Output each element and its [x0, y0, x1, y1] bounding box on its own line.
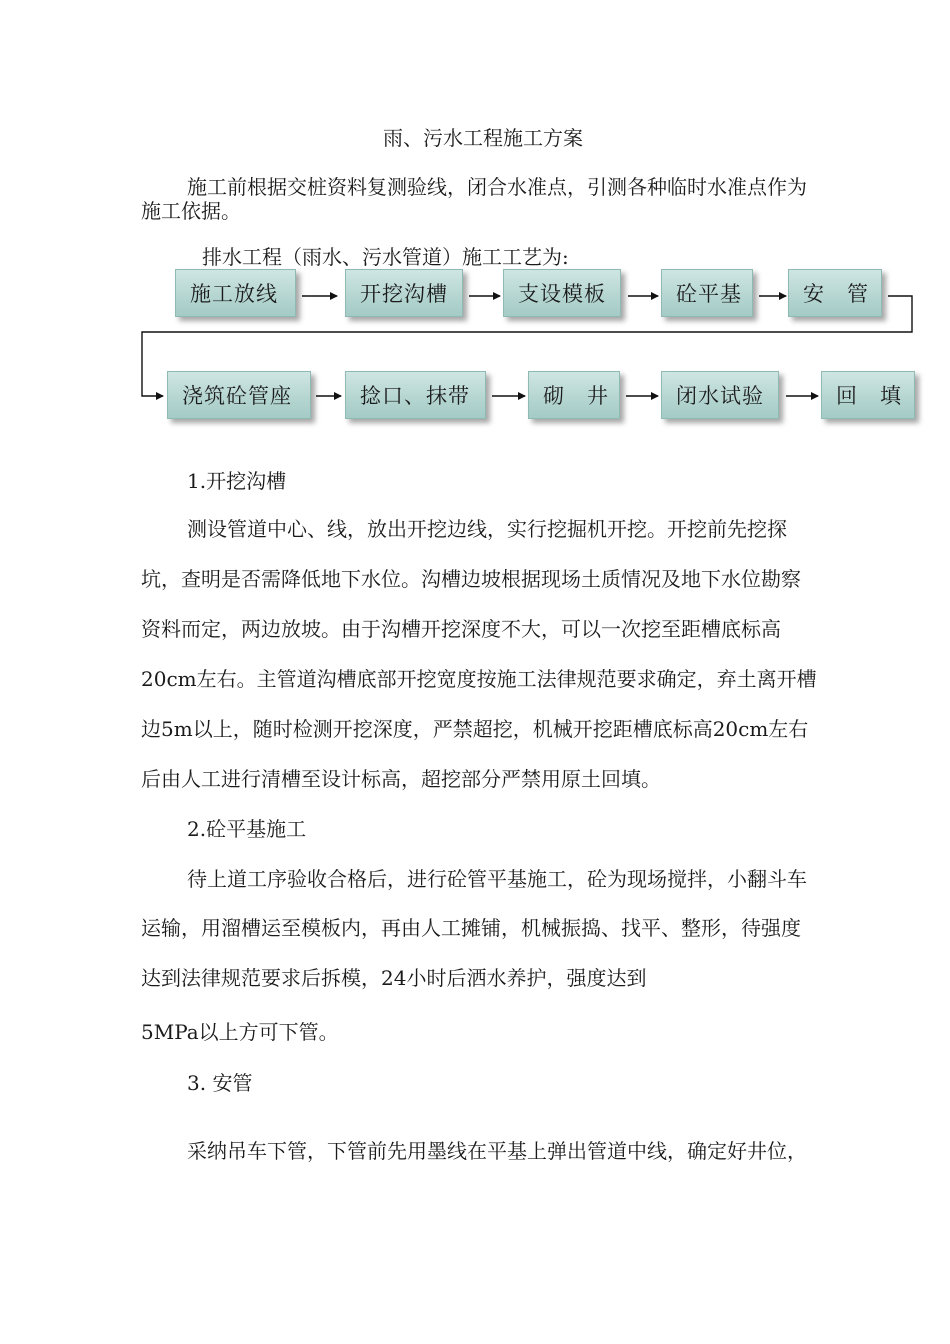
- flow-step: [788, 269, 882, 317]
- body-line: 坑，查明是否需降低地下水位。沟槽边坡根据现场土质情况及地下水位勘察: [141, 567, 801, 591]
- section-heading: 2.砼平基施工: [187, 817, 307, 841]
- body-line: 运输，用溜槽运至模板内，再由人工摊铺，机械振捣、找平、整形，待强度: [141, 916, 801, 940]
- flow-step: [661, 269, 753, 317]
- flow-step-label: 安 管: [803, 282, 869, 306]
- body-line: 采纳吊车下管，下管前先用墨线在平基上弹出管道中线，确定好井位，: [187, 1139, 807, 1163]
- flow-step-label: 施工放线: [190, 282, 278, 306]
- intro-line: 施工依据。: [141, 199, 241, 223]
- flow-step-label: 砌 井: [543, 384, 609, 408]
- flow-step: [345, 269, 463, 317]
- flow-step-label: 开挖沟槽: [360, 282, 448, 306]
- flow-step: [503, 269, 621, 317]
- section-heading: 1.开挖沟槽: [187, 469, 287, 493]
- body-line: 边5m以上，随时检测开挖深度，严禁超挖，机械开挖距槽底标高20cm左右: [141, 717, 809, 741]
- flow-step: [167, 371, 311, 419]
- flow-step-label: 浇筑砼管座: [182, 384, 292, 408]
- flow-step-label: 闭水试验: [676, 384, 764, 408]
- body-line: 资料而定，两边放坡。由于沟槽开挖深度不大，可以一次挖至距槽底标高: [141, 617, 781, 641]
- flow-step: [175, 269, 296, 317]
- flow-step: [821, 371, 915, 419]
- page-title: 雨、污水工程施工方案: [383, 126, 583, 150]
- body-line: 后由人工进行清槽至设计标高，超挖部分严禁用原土回填。: [141, 767, 661, 791]
- process-label: 排水工程（雨水、污水管道）施工工艺为:: [202, 245, 569, 269]
- flow-step-label: 砼平基: [676, 282, 742, 306]
- section-heading: 3. 安管: [187, 1071, 253, 1095]
- body-line: 待上道工序验收合格后，进行砼管平基施工，砼为现场搅拌，小翻斗车: [187, 867, 807, 891]
- body-line: 测设管道中心、线，放出开挖边线，实行挖掘机开挖。开挖前先挖探: [187, 517, 787, 541]
- body-line: 5MPa以上方可下管。: [141, 1020, 339, 1044]
- body-line: 20cm左右。主管道沟槽底部开挖宽度按施工法律规范要求确定，弃土离开槽: [141, 667, 817, 691]
- flow-step-label: 回 填: [836, 384, 902, 408]
- intro-line: 施工前根据交桩资料复测验线，闭合水准点，引测各种临时水准点作为: [187, 175, 807, 199]
- flow-step-label: 支设模板: [518, 282, 606, 306]
- flow-step: [528, 371, 620, 419]
- flow-step: [661, 371, 779, 419]
- flow-step: [345, 371, 486, 419]
- flow-step-label: 捻口、抹带: [360, 384, 470, 408]
- body-line: 达到法律规范要求后拆模，24小时后洒水养护，强度达到: [141, 966, 647, 990]
